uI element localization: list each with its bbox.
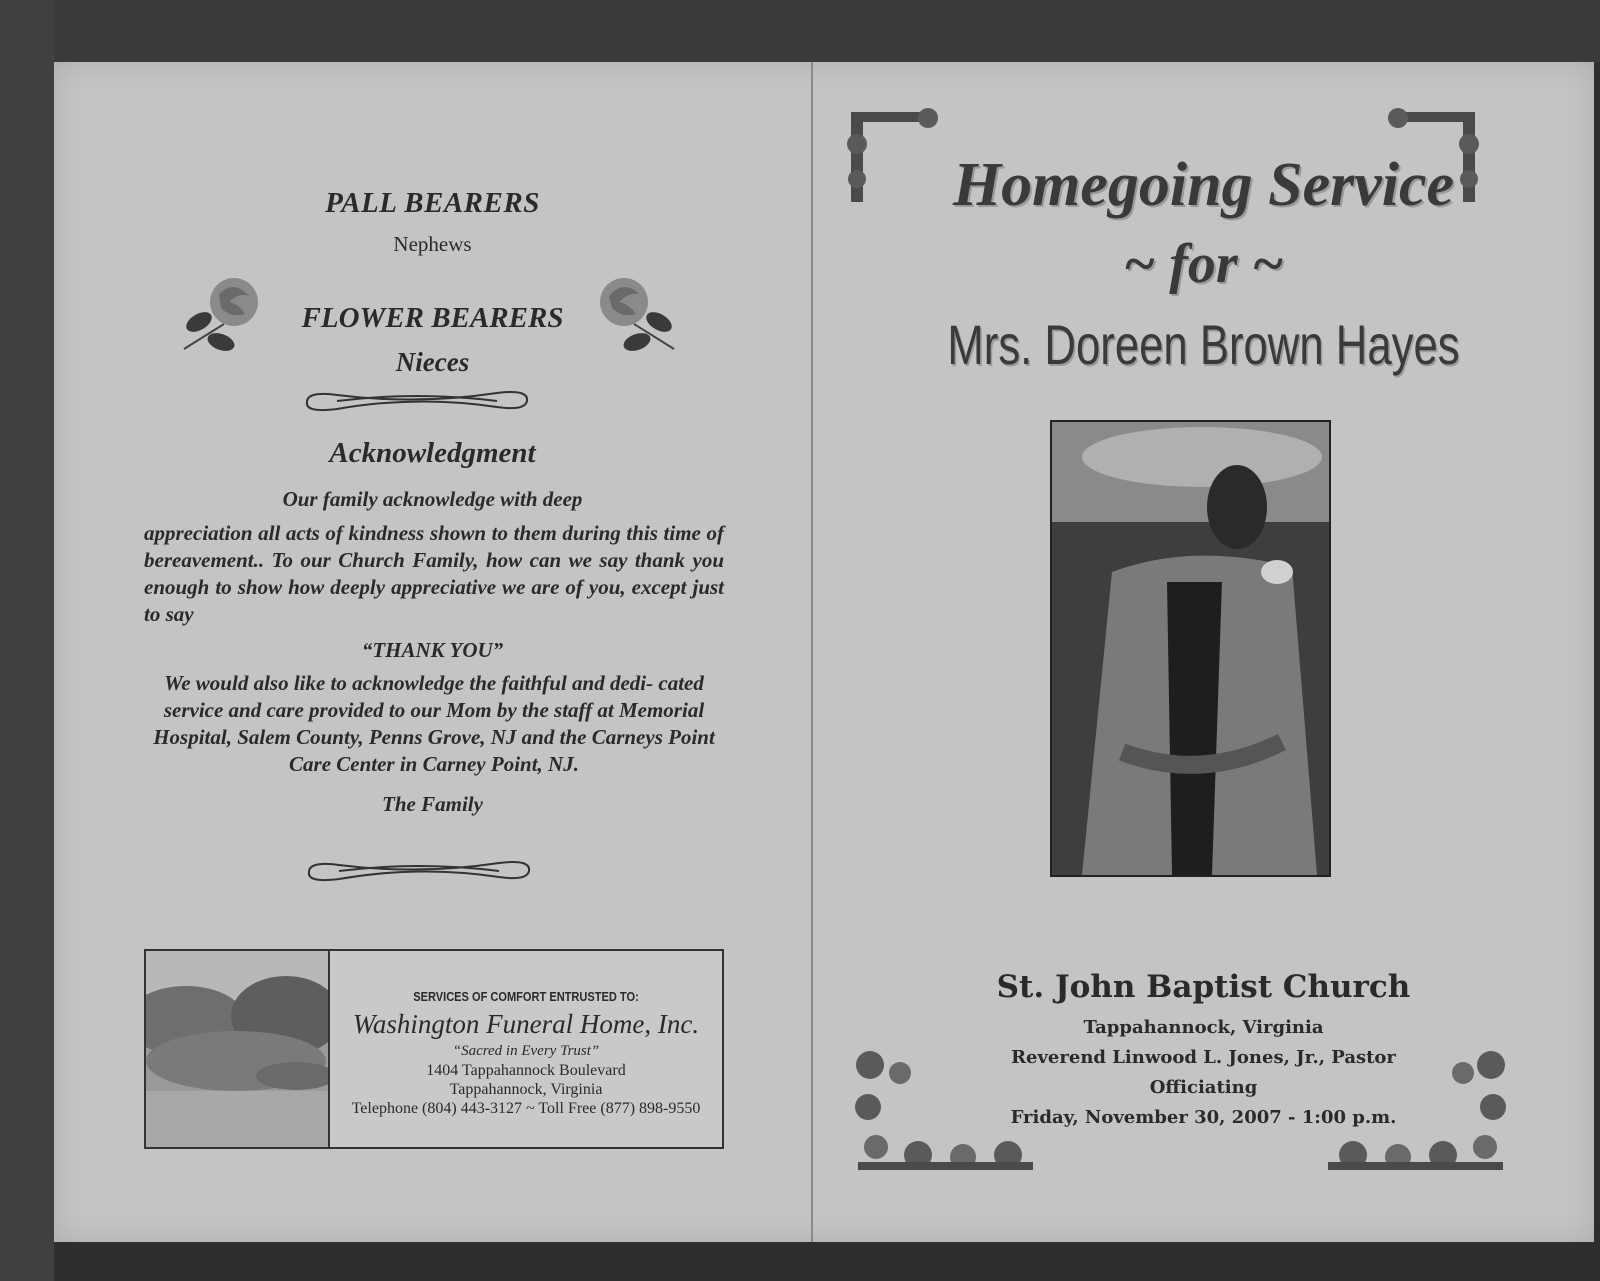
funeral-home-name: Washington Funeral Home, Inc. (352, 1009, 700, 1039)
funeral-home-box (144, 949, 724, 1149)
acknowledgment-paragraph: appreciation all acts of kindness shown to them during this time of bereavement.. To our Church Family, how can we say thank you enough to show how deeply appreciative we are of you, except just to say (144, 521, 724, 626)
back-page (54, 62, 811, 1242)
signature: The Family (382, 792, 483, 816)
officiating-label: Officiating (1149, 1077, 1258, 1098)
service-for: ~ for ~ (1123, 233, 1284, 295)
funeral-home-motto: “Sacred in Every Trust” (452, 1043, 600, 1059)
deceased-name: Mrs. Doreen Brown Hayes (947, 313, 1460, 376)
acknowledgment-paragraph-2: We would also like to acknowledge the faithful and dedi- cated service and care provided to our Mom by the staff at Memorial Hospital, Salem County, Penns Grove, NJ and the Carneys Point Care Center in Carney Point, NJ. (153, 671, 715, 776)
flower-bearers-title: FLOWER BEARERS (301, 302, 564, 334)
pall-bearers-value: Nephews (393, 232, 472, 256)
acknowledgment-title: Acknowledgment (329, 437, 536, 469)
scan-background-left (0, 0, 54, 1281)
floral-corner-icon (848, 1047, 1038, 1177)
church-pastor: Reverend Linwood L. Jones, Jr., Pastor (1011, 1047, 1396, 1068)
acknowledgment-intro: Our family acknowledge with deep (282, 487, 583, 511)
pall-bearers-title: PALL BEARERS (325, 187, 540, 219)
thank-you-text: “THANK YOU” (361, 638, 504, 662)
church-name: St. John Baptist Church (996, 969, 1411, 1005)
flower-bearers-value: Nieces (395, 347, 470, 377)
swirl-divider-icon (297, 387, 537, 417)
church-city: Tappahannock, Virginia (1083, 1017, 1324, 1038)
funeral-home-phone: Telephone (804) 443-3127 ~ Toll Free (877) 898-9550 (351, 1100, 701, 1117)
funeral-home-address: 1404 Tappahannock Boulevard (426, 1062, 626, 1079)
funeral-home-heading: SERVICES OF COMFORT ENTRUSTED TO: (413, 989, 639, 1004)
funeral-home-city: Tappahannock, Virginia (449, 1081, 603, 1098)
landscape-photo (146, 951, 330, 1147)
service-date: Friday, November 30, 2007 - 1:00 p.m. (1010, 1107, 1397, 1128)
front-page (813, 62, 1594, 1242)
portrait-photo (1050, 420, 1331, 877)
scan-background-top (0, 0, 1600, 62)
swirl-divider-icon (299, 857, 539, 887)
floral-corner-icon (1323, 1047, 1513, 1177)
service-title: Homegoing Service (952, 151, 1455, 219)
